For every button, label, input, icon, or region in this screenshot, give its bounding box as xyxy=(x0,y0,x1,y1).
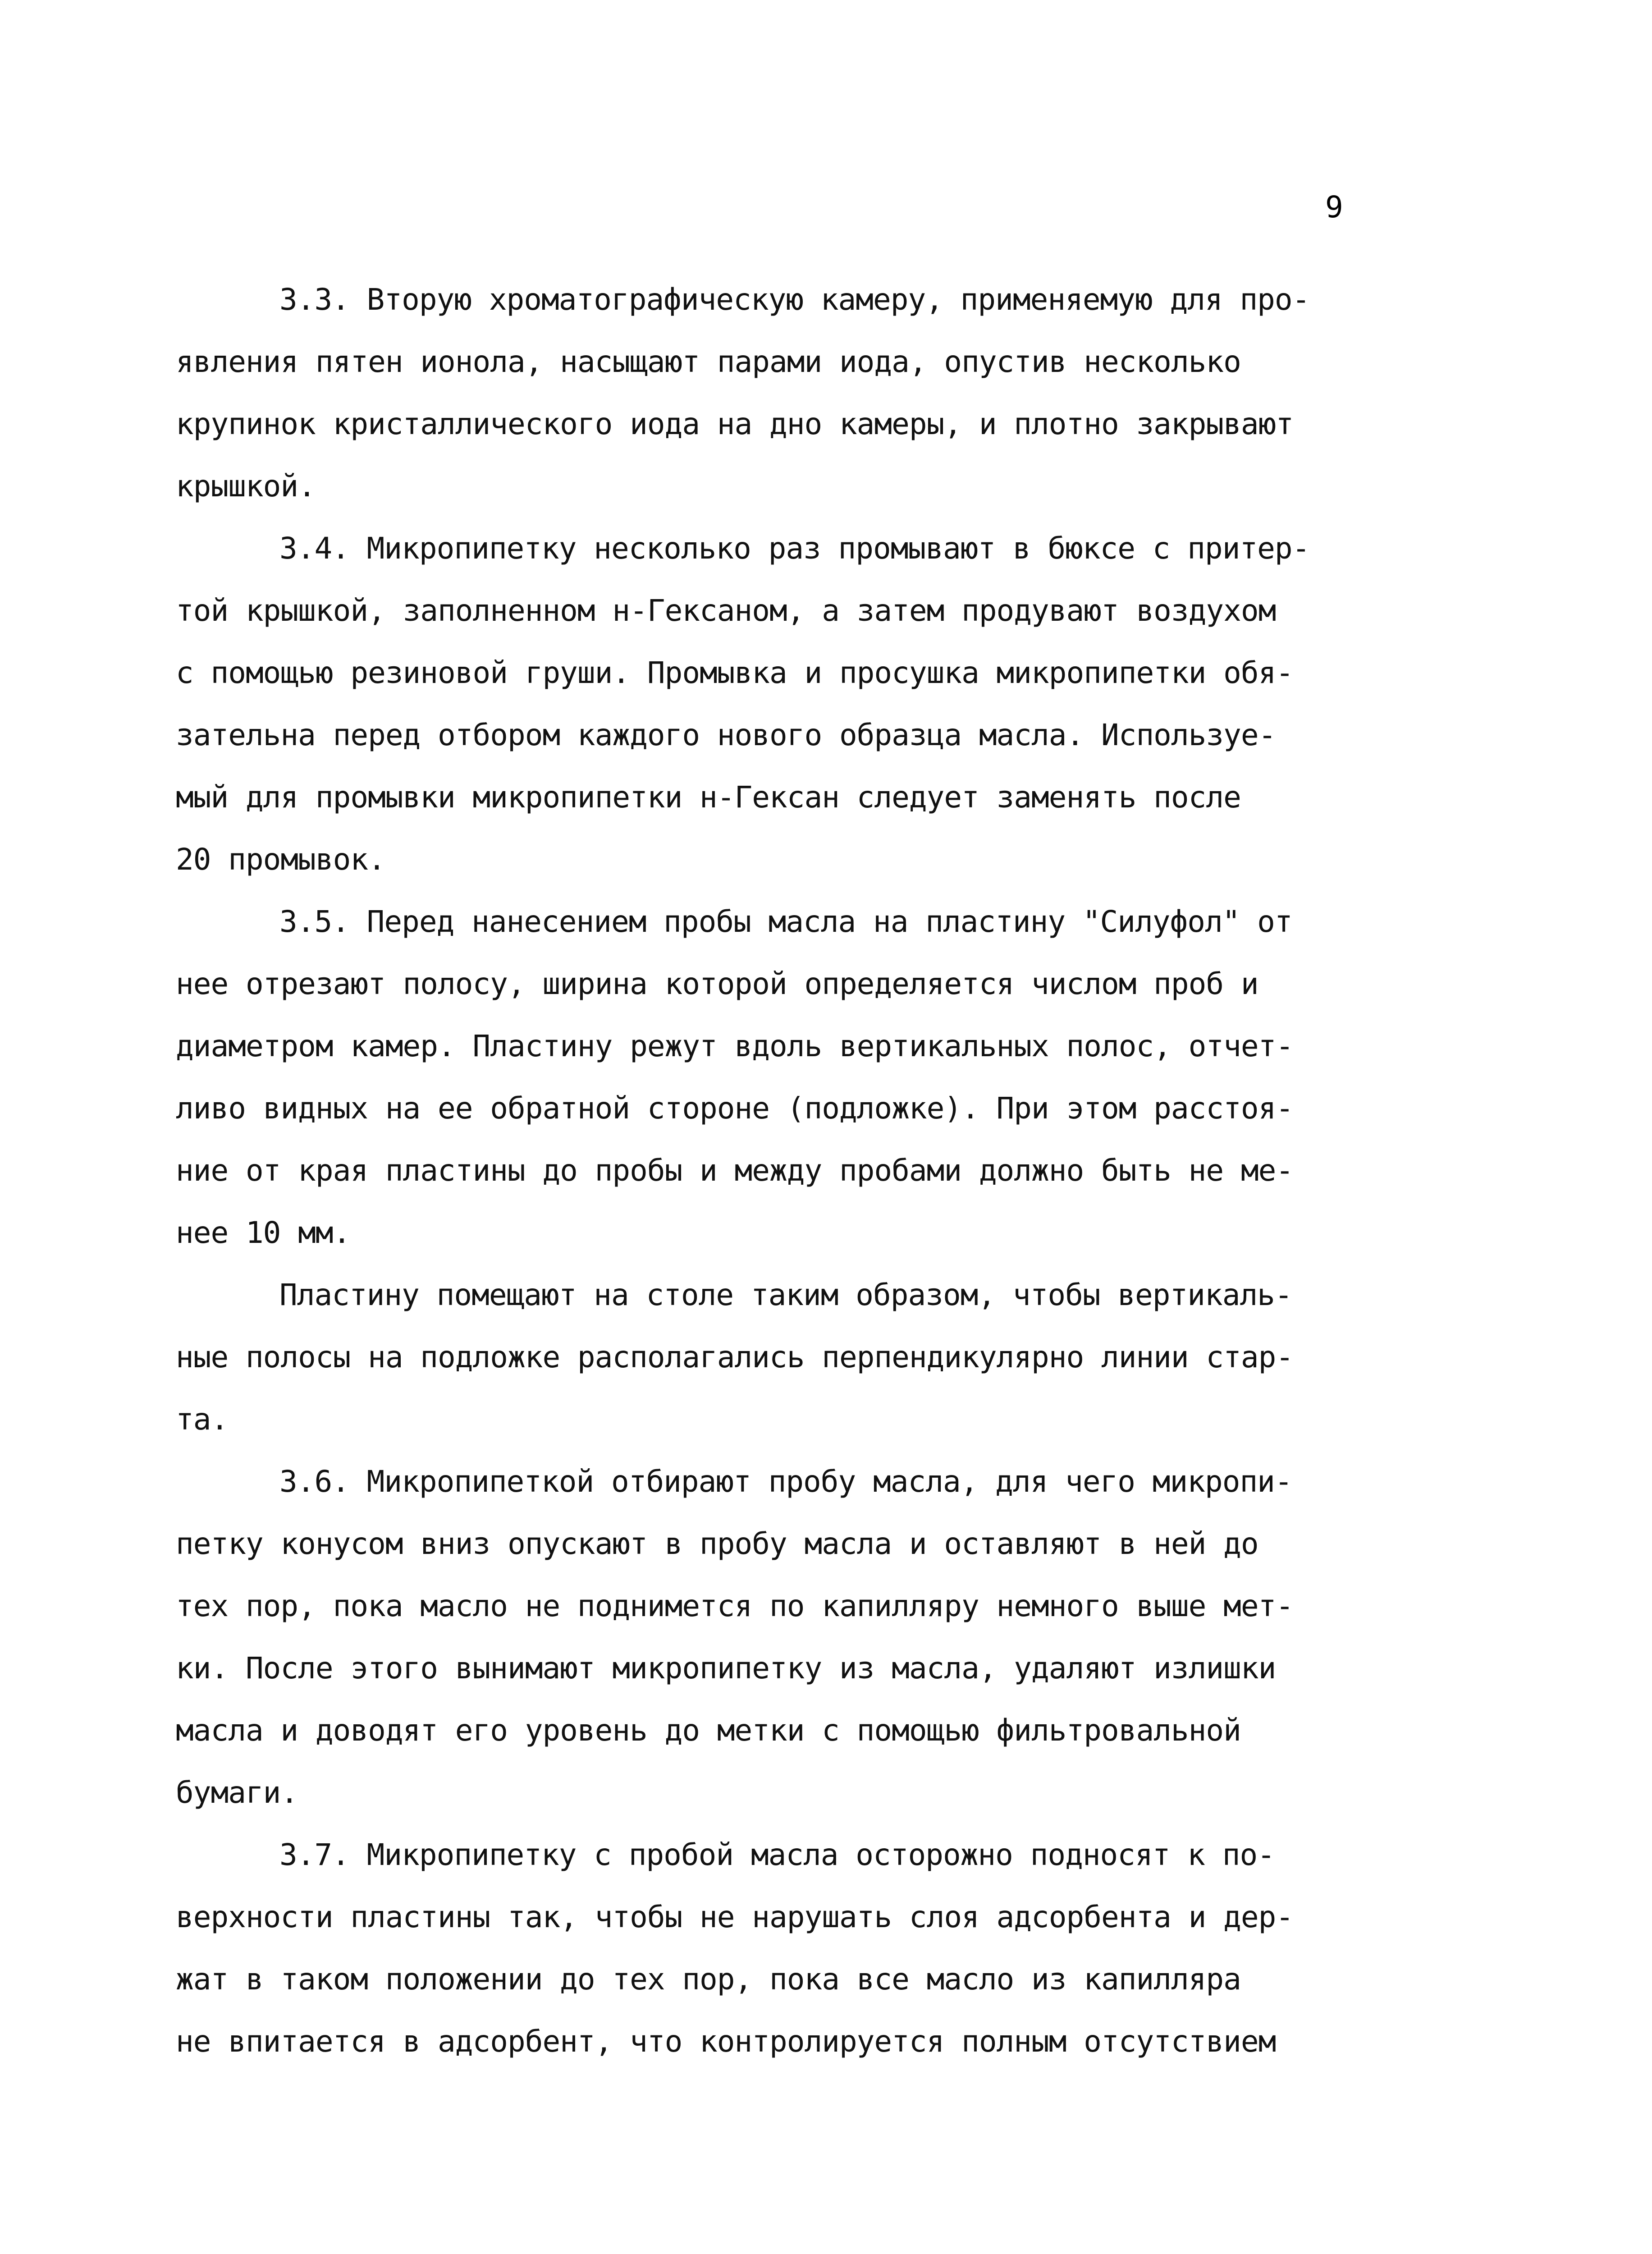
text-line: с помощью резиновой груши. Промывка и просушка микропипетки обя- xyxy=(176,655,1294,690)
text-line: 20 промывок. xyxy=(176,842,385,877)
text-line: той крышкой, заполненном н-Гексаном, а затем продувают воздухом xyxy=(176,593,1276,628)
text-line: мый для промывки микропипетки н-Гексан следует заменять после xyxy=(176,780,1241,815)
text-line: зательна перед отбором каждого нового образца масла. Используе- xyxy=(176,718,1276,752)
text-line: 3.6. Микропипеткой отбирают пробу масла, для чего микропи- xyxy=(279,1464,1292,1499)
text-line: крышкой. xyxy=(176,469,316,504)
text-line: 3.3. Вторую хроматографическую камеру, применяемую для про- xyxy=(279,282,1310,317)
text-line: масла и доводят его уровень до метки с помощью фильтровальной xyxy=(176,1713,1241,1748)
page-number: 9 xyxy=(1325,190,1343,224)
text-line: 3.5. Перед нанесением пробы масла на пластину "Силуфол" от xyxy=(279,904,1292,939)
text-line: ные полосы на подложке располагались перпендикулярно линии стар- xyxy=(176,1340,1294,1374)
text-line: диаметром камер. Пластину режут вдоль вертикальных полос, отчет- xyxy=(176,1029,1294,1063)
text-line: петку конусом вниз опускают в пробу масла и оставляют в ней до xyxy=(176,1526,1258,1561)
text-line: ливо видных на ее обратной стороне (подложке). При этом расстоя- xyxy=(176,1091,1294,1126)
text-line: не впитается в адсорбент, что контролируется полным отсутствием xyxy=(176,2024,1276,2059)
text-line: 3.4. Микропипетку несколько раз промывают в бюксе с притер- xyxy=(279,531,1310,566)
text-line: бумаги. xyxy=(176,1775,298,1810)
text-line: нее 10 мм. xyxy=(176,1215,351,1250)
text-line: нее отрезают полосу, ширина которой определяется числом проб и xyxy=(176,967,1258,1001)
text-line: 3.7. Микропипетку с пробой масла осторожно подносят к по- xyxy=(279,1837,1275,1872)
text-line: ки. После этого вынимают микропипетку из масла, удаляют излишки xyxy=(176,1651,1276,1686)
text-line: явления пятен ионола, насыщают парами иода, опустив несколько xyxy=(176,344,1241,379)
text-line: Пластину помещают на столе таким образом, чтобы вертикаль- xyxy=(279,1278,1292,1312)
text-line: та. xyxy=(176,1402,229,1437)
text-line: верхности пластины так, чтобы не нарушать слоя адсорбента и дер- xyxy=(176,1900,1294,1934)
text-line: жат в таком положении до тех пор, пока все масло из капилляра xyxy=(176,1962,1241,1997)
text-line: крупинок кристаллического иода на дно камеры, и плотно закрывают xyxy=(176,407,1294,441)
text-line: ние от края пластины до пробы и между пробами должно быть не ме- xyxy=(176,1153,1294,1188)
text-line: тех пор, пока масло не поднимется по капилляру немного выше мет- xyxy=(176,1589,1294,1623)
